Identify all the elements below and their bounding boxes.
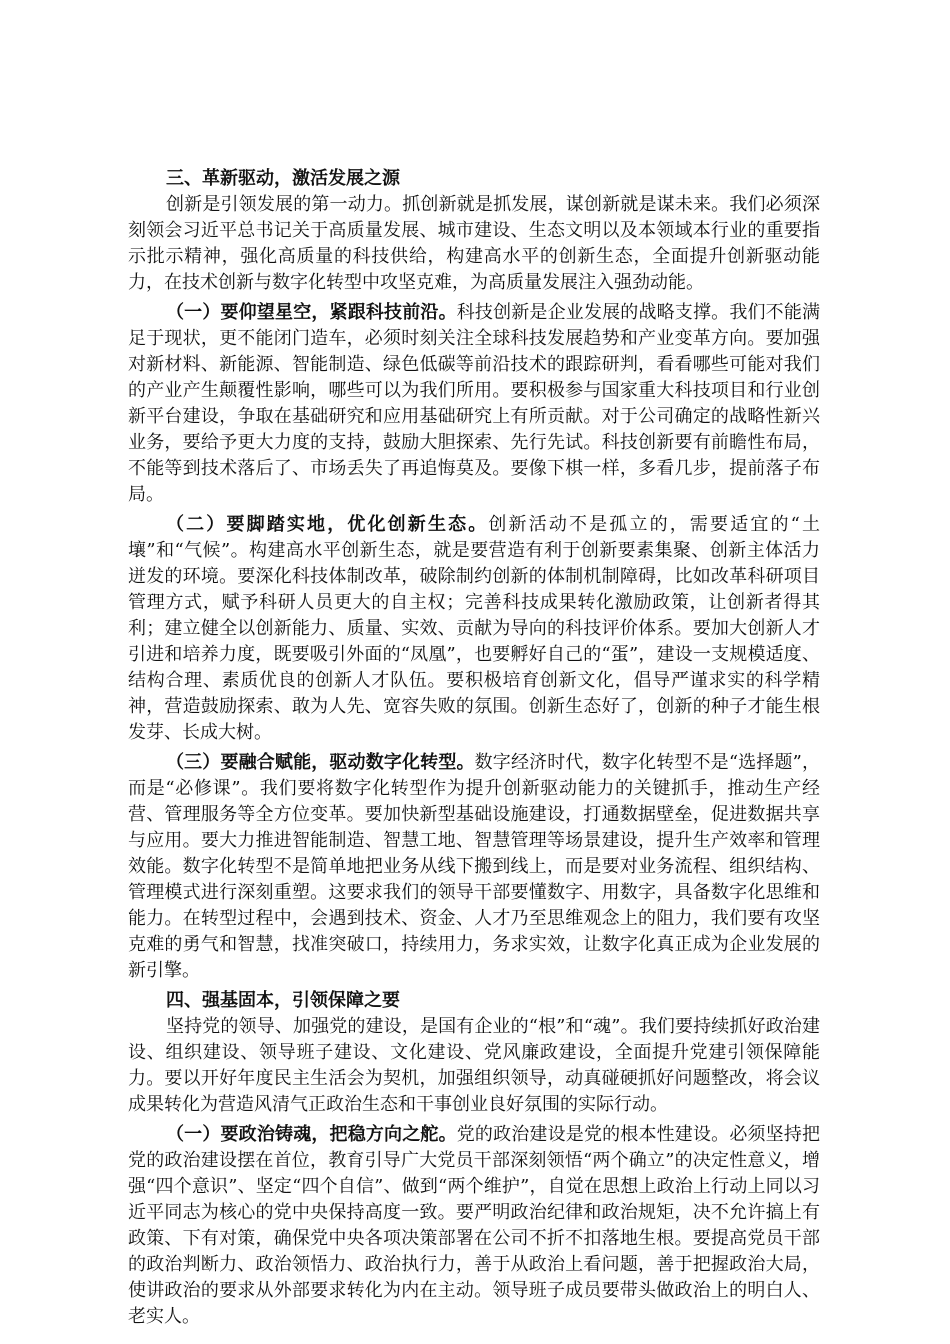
paragraph-text: 党的政治建设是党的根本性建设。必须坚持把党的政治建设摆在首位，教育引导广大党员干部深刻领悟“两个确立”的决定性意义，增强“四个意识”、坚定“四个自信”、做到“两个维护”，自觉在思想上政治上行动上同以习近平同志为核心的党中央保持高度一致。要严明政治纪律和政治规矩，决不允许搞上有政策、下有对策，确保党中央各项决策部署在公司不折不扣落地生根。要提高党员干部的政治判断力、政治领悟力、政治执行力，善于从政治上看问题，善于把握政治大局，使讲政治的要求从外部要求转化为内在主动。领导班子成员要带头做政治上的明白人、老实人。 (128, 1124, 821, 1327)
paragraph-lead: （三）要融合赋能，驱动数字化转型。 (166, 752, 475, 773)
paragraph-text: 科技创新是企业发展的战略支撑。我们不能满足于现状，更不能闭门造车，必须时刻关注全球科技发展趋势和产业变革方向。要加强对新材料、新能源、智能制造、绿色低碳等前沿技术的跟踪研判，看看哪些可能对我们的产业产生颠覆性影响，哪些可以为我们所用。要积极参与国家重大科技项目和行业创新平台建设，争取在基础研究和应用基础研究上有所贡献。对于公司确定的战略性新兴业务，要给予更大力度的支持，鼓励大胆探索、先行先试。科技创新要有前瞻性布局，不能等到技术落后了、市场丢失了再追悔莫及。要像下棋一样，多看几步，提前落子布局。 (128, 302, 821, 505)
section-heading: 四、强基固本，引领保障之要 (166, 990, 400, 1011)
paragraph-lead: （一）要政治铸魂，把稳方向之舵。 (166, 1124, 457, 1145)
body-paragraph (128, 192, 820, 296)
document-body (128, 166, 820, 1334)
body-paragraph (128, 300, 820, 508)
body-paragraph (128, 512, 820, 746)
paragraph-text: 数字经济时代，数字化转型不是“选择题”，而是“必修课”。我们要将数字化转型作为提升创新驱动能力的关键抓手，推动生产经营、管理服务等全方位变革。要加快新型基础设施建设，打通数据壁垒，促进数据共享与应用。要大力推进智能制造、智慧工地、智慧管理等场景建设，提升生产效率和管理效能。数字化转型不是简单地把业务从线下搬到线上，而是要对业务流程、组织结构、管理模式进行深刻重塑。这要求我们的领导干部要懂数字、用数字，具备数字化思维和能力。在转型过程中，会遇到技术、资金、人才乃至思维观念上的阻力，我们要有攻坚克难的勇气和智慧，找准突破口，持续用力，务求实效，让数字化真正成为企业发展的新引擎。 (128, 752, 820, 981)
paragraph-text: 坚持党的领导、加强党的建设，是国有企业的“根”和“魂”。我们要持续抓好政治建设、组织建设、领导班子建设、文化建设、党风廉政建设，全面提升党建引领保障能力。要以开好年度民主生活会为契机，加强组织领导，动真碰硬抓好问题整改，将会议成果转化为营造风清气正政治生态和干事创业良好氛围的实际行动。 (128, 1016, 820, 1115)
paragraph-text: 创新活动不是孤立的，需要适宜的“土壤”和“气候”。构建高水平创新生态，就是要营造有利于创新要素集聚、创新主体活力迸发的环境。要深化科技体制改革，破除制约创新的体制机制障碍，比如改革科研项目管理方式，赋予科研人员更大的自主权；完善科技成果转化激励政策，让创新者得其利；建立健全以创新能力、质量、实效、贡献为导向的科技评价体系。要加大创新人才引进和培养力度，既要吸引外面的“凤凰”，也要孵好自己的“蛋”，建设一支规模适度、结构合理、素质优良的创新人才队伍。要积极培育创新文化，倡导严谨求实的科学精神，营造鼓励探索、敢为人先、宽容失败的氛围。创新生态好了，创新的种子才能生根发芽、长成大树。 (128, 514, 821, 743)
section-heading: 三、革新驱动，激活发展之源 (166, 168, 400, 189)
paragraph-lead: （一）要仰望星空，紧跟科技前沿。 (166, 302, 457, 323)
paragraph-text: 创新是引领发展的第一动力。抓创新就是抓发展，谋创新就是谋未来。我们必须深刻领会习近平总书记关于高质量发展、城市建设、生态文明以及本领域本行业的重要指示批示精神，强化高质量的科技供给，构建高水平的创新生态，全面提升创新驱动能力，在技术创新与数字化转型中攻坚克难，为高质量发展注入强劲动能。 (128, 194, 820, 293)
body-paragraph (128, 1014, 820, 1118)
body-paragraph (128, 1122, 820, 1330)
paragraph-lead: （二）要脚踏实地，优化创新生态。 (166, 514, 489, 535)
body-paragraph (128, 750, 820, 984)
